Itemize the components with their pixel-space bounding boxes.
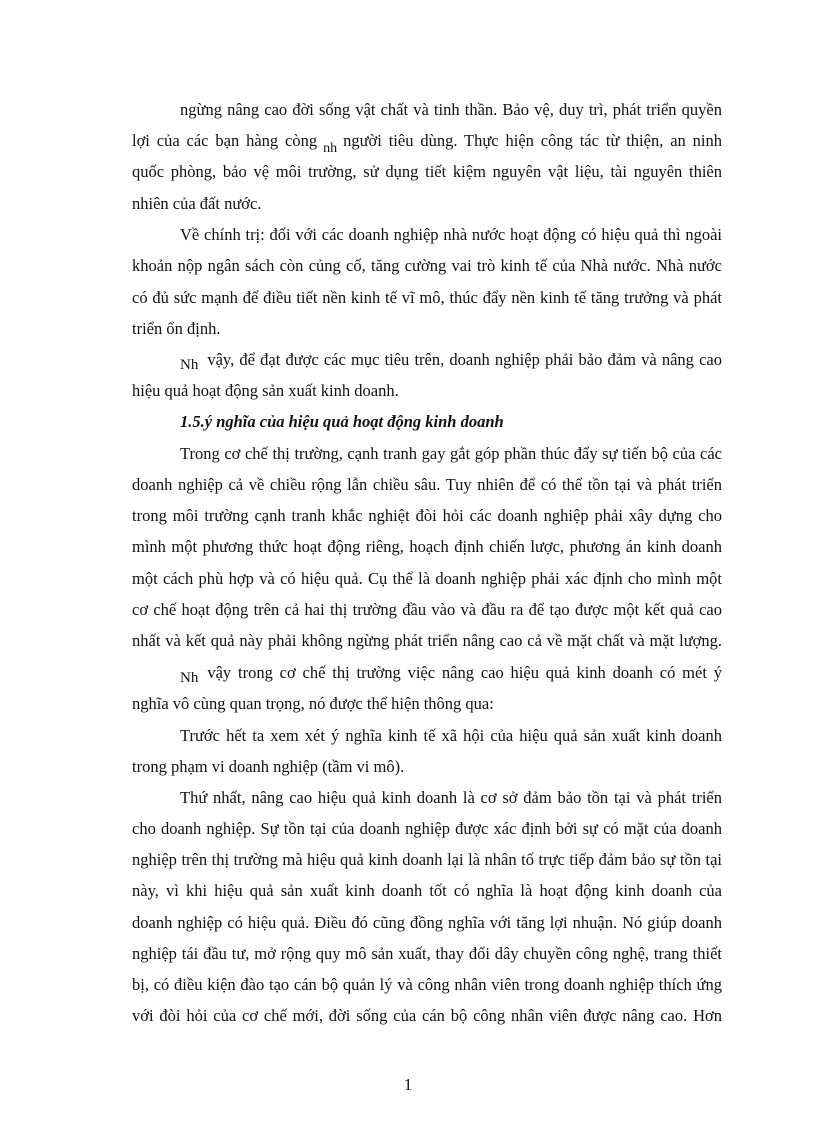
- text-line: [132, 256, 722, 276]
- text-line: [132, 569, 722, 589]
- text-line: [132, 694, 722, 714]
- text-line: [132, 475, 722, 495]
- section-heading: [180, 412, 722, 432]
- text-line: [132, 913, 722, 933]
- text-line: [132, 506, 722, 526]
- broken-word-fragment: Nh: [180, 670, 199, 686]
- line-text: nghiệp trên thị trường mà hiệu quả kinh doanh lại là nhân tố trực tiếp đảm bảo sự tồn tại: [132, 850, 722, 869]
- text-line: [132, 194, 722, 214]
- text-line: [132, 944, 722, 964]
- line-text: cơ chế hoạt động trên cả hai thị trường đầu vào và đầu ra để tạo được một kết quả cao: [132, 600, 722, 619]
- line-text: bị, có điều kiện đào tạo cán bộ quản lý và công nhân viên trong doanh nghiệp thích ứng: [132, 975, 722, 994]
- line-text: người tiêu dùng. Thực hiện công tác từ thiện, an ninh: [343, 131, 722, 150]
- line-text: trong môi trường cạnh tranh khắc nghiệt đòi hỏi các doanh nghiệp phải xây dựng cho: [132, 506, 722, 525]
- line-text: triển ổn định.: [132, 319, 221, 338]
- text-line: [132, 288, 722, 308]
- text-line: [132, 162, 722, 182]
- line-text: nhiên của đất nước.: [132, 194, 262, 213]
- line-text: hiệu quả hoạt động sản xuất kinh doanh.: [132, 381, 399, 400]
- line-text: cho doanh nghiệp. Sự tồn tại của doanh nghiệp được xác định bởi sự có mặt của doanh: [132, 819, 722, 838]
- line-text: Trước hết ta xem xét ý nghĩa kinh tế xã hội của hiệu quả sản xuất kinh doanh: [180, 726, 722, 745]
- line-text: nghiệp tái đầu tư, mở rộng quy mô sản xuất, thay đổi dây chuyền công nghệ, trang thiết: [132, 944, 722, 963]
- line-text: nghĩa vô cùng quan trọng, nó được thể hiện thông qua:: [132, 694, 494, 713]
- text-line: [132, 131, 722, 156]
- text-line: [132, 881, 722, 901]
- subscript-fragment: nh: [323, 141, 338, 156]
- text-line: [180, 350, 722, 371]
- text-line: [180, 444, 722, 464]
- line-text: vậy trong cơ chế thị trường việc nâng cao hiệu quả kinh doanh có mét ý: [207, 663, 722, 682]
- text-line: [132, 319, 722, 339]
- line-text: trong phạm vi doanh nghiệp (tầm vi mô).: [132, 757, 405, 776]
- text-line: [180, 726, 722, 746]
- broken-word-fragment: Nh: [180, 357, 199, 373]
- line-text: doanh nghiệp cả về chiều rộng lẫn chiều sâu. Tuy nhiên để có thể tồn tại và phát triển: [132, 475, 722, 494]
- line-text: ngừng nâng cao đời sống vật chất và tinh thần. Bảo vệ, duy trì, phát triển quyền: [180, 100, 722, 119]
- line-text: có đủ sức mạnh để điều tiết nền kinh tế vĩ mô, thúc đẩy nền kinh tế tăng trưởng và phát: [132, 288, 722, 307]
- line-text: khoản nộp ngân sách còn củng cố, tăng cường vai trò kinh tế của Nhà nước. Nhà nước: [132, 256, 722, 275]
- line-text: vậy, để đạt được các mục tiêu trên, doanh nghiệp phải bảo đảm và nâng cao: [207, 350, 722, 369]
- line-text: một cách phù hợp và có hiệu quả. Cụ thể là doanh nghiệp phải xác định cho mình một: [132, 569, 722, 588]
- line-text: Thứ nhất, nâng cao hiệu quả kinh doanh là cơ sở đảm bảo tồn tại và phát triển: [180, 788, 722, 807]
- text-line: [180, 788, 722, 808]
- text-line: [132, 600, 722, 620]
- text-line: [132, 819, 722, 839]
- text-line: [132, 1006, 722, 1026]
- text-line: [132, 975, 722, 995]
- text-line: [180, 663, 722, 684]
- line-text: với đòi hỏi của cơ chế mới, đời sống của cán bộ công nhân viên được nâng cao. Hơn: [132, 1006, 722, 1025]
- text-line: [180, 225, 722, 245]
- text-line: [132, 381, 722, 401]
- line-text: doanh nghiệp có hiệu quả. Điều đó cũng đồng nghĩa với tăng lợi nhuận. Nó giúp doanh: [132, 913, 722, 932]
- text-line: [132, 537, 722, 557]
- line-text: này, vì khi hiệu quả sản xuất kinh doanh tốt có nghĩa là hoạt động kinh doanh của: [132, 881, 722, 900]
- line-text: 1.5.ý nghĩa của hiệu quả hoạt động kinh doanh: [180, 412, 504, 431]
- page-number: 1: [403, 1075, 413, 1094]
- line-text: Về chính trị: đối với các doanh nghiệp nhà nước hoạt động có hiệu quả thì ngoài: [180, 225, 722, 244]
- line-text: quốc phòng, bảo vệ môi trường, sử dụng tiết kiệm nguyên vật liệu, tài nguyên thiên: [132, 162, 722, 181]
- text-line: [132, 757, 722, 777]
- text-line: [132, 850, 722, 870]
- text-line: [180, 100, 722, 120]
- line-text: nhất và kết quả này phải không ngừng phát triển nâng cao cả về mặt chất và mặt lượng.: [132, 631, 722, 650]
- line-text: mình một phương thức hoạt động riêng, hoạch định chiến lược, phương án kinh doanh: [132, 537, 722, 556]
- text-line: [132, 631, 722, 651]
- text-fragment: lợi của các bạn hàng còng: [132, 131, 318, 150]
- line-text: Trong cơ chế thị trường, cạnh tranh gay gắt góp phần thúc đẩy sự tiến bộ của các: [180, 444, 722, 463]
